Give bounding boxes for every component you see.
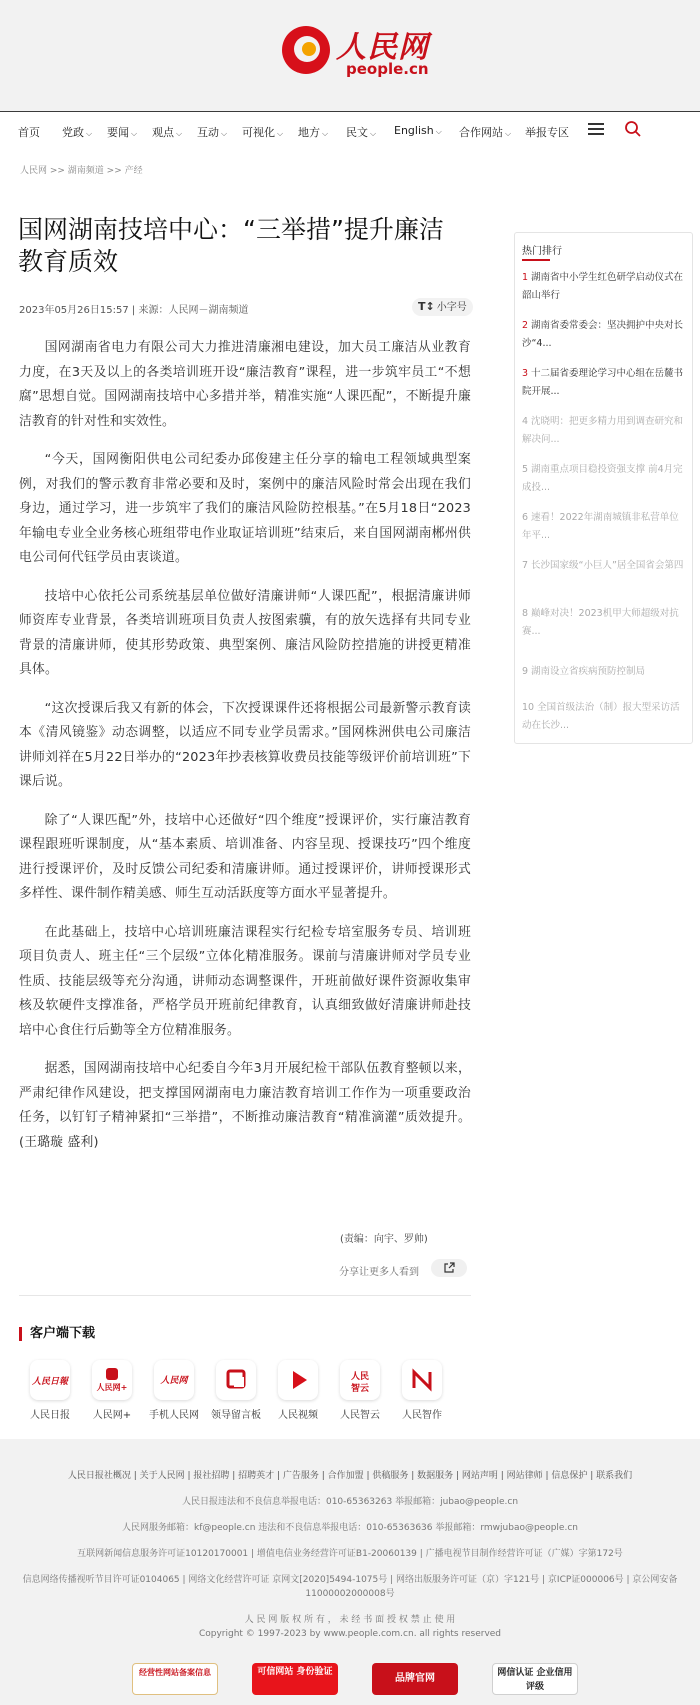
font-size-button[interactable] [412, 298, 473, 316]
breadcrumb[interactable]: 人民网 >> 湖南频道 >> 产经 [20, 166, 143, 176]
badge-label: 网信认证 企业信用评级 [497, 1668, 573, 1692]
zhiyun-app-icon [340, 1360, 380, 1400]
article-paragraph: 除了“人课匹配”外，技培中心还做好“四个维度”授课评价，实行廉洁教育课程跟班听课制度，从“基本素质、培训准备、内容呈现、授课技巧”四个维度进行授课评价，及时反馈公司纪委和清廉讲师。通过授课评价，讲师授课形式多样性、课件制作精美感、师生互动活跃度等方面水平显著提升。 [19, 812, 471, 901]
footer-copyright: Copyright © 1997-2023 by www.people.com.cn. all rights reserved [198, 1629, 502, 1639]
footer-service-line: 人民网服务邮箱：kf@people.cn 违法和不良信息举报电话：010-65363636 举报邮箱：rmwjubao@people.cn [122, 1523, 578, 1533]
article-paragraph: 在此基础上，技培中心培训班廉洁课程实行纪检专培室服务专员、培训班项目负责人、班主任“三个层级”立体化精准服务。课前与清廉讲师对学员专业性质、技能层级等充分沟通，讲师动态调整课件，开班前做好课件资源收集审核及软硬件支撑准备，严格学员开班前纪律教育，认真细致做好清廉讲师赴技培中心食住行后勤等全方位精准服务。 [19, 924, 471, 1038]
badge-cac-certification[interactable] [492, 1663, 578, 1695]
ranking-number: 3 [522, 368, 529, 379]
nav-label: 要闻 [107, 126, 129, 139]
ranking-item[interactable] [522, 269, 686, 305]
chevron-down-icon: ⌵ [131, 129, 138, 138]
ranking-item[interactable] [522, 365, 686, 401]
nav-item-visual[interactable] [242, 124, 283, 140]
nav-label: 观点 [152, 126, 174, 139]
nav-item-interactive[interactable] [197, 124, 227, 140]
share-text: 分享让更多人看到 [339, 1267, 419, 1278]
nav-label: 地方 [298, 126, 320, 139]
badge-label: 品牌官网 [395, 1673, 435, 1684]
nav-item-partners[interactable] [459, 124, 511, 140]
nav-item-ethnic[interactable] [346, 124, 376, 140]
ranking-text: 全国首级法治（制）报大型采访活动在长沙... [522, 702, 680, 731]
share-icon [443, 1262, 455, 1274]
page-title: 国网湖南技培中心：“三举措”提升廉洁教育质效 [18, 215, 444, 276]
logo-mark-icon [282, 26, 330, 74]
ranking-item[interactable] [522, 663, 686, 681]
chevron-down-icon: ⌵ [370, 129, 377, 138]
nav-item-report[interactable] [525, 124, 569, 140]
nav-label: 举报专区 [525, 126, 569, 139]
ranking-text: 巅峰对决！2023机甲大师超级对抗赛... [522, 608, 679, 637]
site-header [0, 0, 700, 111]
chevron-down-icon: ⌵ [277, 129, 284, 138]
nav-item-english[interactable] [394, 124, 442, 137]
ranking-number: 9 [522, 666, 529, 677]
app-name: 手机人民网 [149, 1410, 199, 1421]
app-name: 领导留言板 [211, 1410, 261, 1421]
search-icon[interactable] [624, 120, 642, 138]
app-renmin-ribao[interactable] [19, 1360, 81, 1421]
ranking-number: 10 [522, 702, 535, 713]
ranking-item[interactable] [522, 699, 686, 735]
nav-label: 民文 [346, 126, 368, 139]
ranking-number: 6 [522, 512, 529, 523]
app-renminwang-plus[interactable] [81, 1360, 143, 1421]
share-button[interactable] [431, 1259, 467, 1277]
app-leader-message-board[interactable] [205, 1360, 267, 1421]
article-paragraph: 技培中心依托公司系统基层单位做好清廉讲师“人课匹配”，根据清廉讲师师资库专业背景，各类培训班项目负责人按图索骥，有的放矢选择有共同专业背景的清廉讲师，使其形势政策、典型案例、廉洁风险防控措施的讲授更精准具体。 [19, 588, 471, 677]
ranking-number: 5 [522, 464, 529, 475]
main-nav [0, 111, 700, 149]
badge-business-website[interactable] [132, 1663, 218, 1695]
ranking-text: 沈晓明：把更多精力用到调查研究和解决问... [522, 416, 684, 445]
font-size-icon: T↕ [418, 300, 435, 313]
nav-label: English [394, 124, 434, 137]
nav-label: 互动 [197, 126, 219, 139]
app-renmin-zhiyun[interactable] [329, 1360, 391, 1421]
article-paragraph: “这次授课后我又有新的体会，下次授课课件还将根据公司最新警示教育读本《清风镜鉴》动态调整，以适应不同专业学员需求。”国网株洲供电公司廉洁讲师刘祥在5月22日举办的“2023年抄表核算收费员技能等级评价前培训班”下课后说。 [19, 700, 471, 789]
app-name: 人民智作 [402, 1410, 442, 1421]
ranking-text: 湖南省中小学生红色研学启动仪式在韶山举行 [522, 272, 684, 301]
article-paragraph: 据悉，国网湖南技培中心纪委自今年3月开展纪检干部队伍教育整顿以来，严肃纪律作风建设，把支撑国网湖南电力廉洁教育培训工作作为一项重要政治任务，以钉钉子精神紧扣“三举措”，不断推动廉洁教育“精准滴灌”质效提升。(王璐璇 盛利) [19, 1061, 471, 1150]
site-footer [0, 1439, 700, 1705]
ranking-number: 8 [522, 608, 529, 619]
ranking-item[interactable] [522, 461, 686, 497]
message-board-app-icon [216, 1360, 256, 1400]
renmin-ribao-app-icon [30, 1360, 70, 1400]
menu-icon[interactable] [588, 121, 604, 137]
article-paragraph: 国网湖南省电力有限公司大力推进清廉湘电建设，加大员工廉洁从业教育力度，在3天及以上的各类培训班开设“廉洁教育”课程，进一步筑牢员工“不想腐”思想自觉。国网湖南技培中心多措并举，精准实施“人课匹配”，不断提升廉洁教育的针对性和实效性。 [19, 340, 471, 429]
chevron-down-icon: ⌵ [176, 129, 183, 138]
badge-trusted-website[interactable] [252, 1663, 338, 1695]
renminwang-plus-app-icon [92, 1360, 132, 1400]
trust-badges [130, 1663, 590, 1695]
app-renmin-zhizuo[interactable] [391, 1360, 453, 1421]
site-logo[interactable] [282, 22, 442, 80]
logo-cn-text: 人民网 [336, 30, 429, 65]
svg-text:人民网+: 人民网+ [96, 1383, 128, 1392]
article-meta: 2023年05月26日15:57 | 来源：人民网－湖南频道 [19, 305, 249, 316]
divider [19, 1295, 471, 1296]
app-download-list [19, 1360, 459, 1440]
app-name: 人民智云 [340, 1410, 380, 1421]
zhizuo-app-icon [402, 1360, 442, 1400]
svg-text:人民网: 人民网 [160, 1376, 188, 1386]
ranking-number: 4 [522, 416, 529, 427]
ranking-text: 湖南重点项目稳投资强支撑 前4月完成投... [522, 464, 683, 493]
font-size-label: 小字号 [436, 302, 467, 313]
ranking-number: 1 [522, 272, 529, 283]
ranking-item[interactable] [522, 557, 686, 575]
footer-license-line: 信息网络传播视听节目许可证0104065 | 网络文化经营许可证 京网文[2020]5494-1075号 | 网络出版服务许可证（京）字121号 | 京ICP证000006号 | 京公网安备11000002000008号 [22, 1575, 678, 1599]
nav-label: 可视化 [242, 126, 275, 139]
article-body [19, 336, 471, 1169]
ranking-text: 速看！2022年湖南城镇非私营单位年平... [522, 512, 679, 541]
footer-rights: 人 民 网 版 权 所 有 ， 未 经 书 面 授 权 禁 止 使 用 [244, 1615, 456, 1625]
footer-links[interactable]: 人民日报社概况 | 关于人民网 | 报社招聘 | 招聘英才 | 广告服务 | 合作加盟 | 供稿服务 | 数据服务 | 网站声明 | 网站律师 | 信息保护 | 联系我们 [67, 1471, 633, 1481]
play-app-icon [278, 1360, 318, 1400]
app-name: 人民日报 [30, 1410, 70, 1421]
app-renmin-video[interactable] [267, 1360, 329, 1421]
footer-license-line: 互联网新闻信息服务许可证10120170001 | 增值电信业务经营许可证B1-20060139 | 广播电视节目制作经营许可证（广媒）字第172号 [77, 1549, 623, 1559]
ranking-item[interactable] [522, 317, 686, 353]
svg-text:人民日報: 人民日報 [31, 1377, 69, 1387]
hot-ranking-title: 热门排行 [522, 242, 562, 257]
ranking-item[interactable] [522, 509, 686, 545]
ranking-text: 湖南省委常委会：坚决拥护中央对长沙“4... [522, 320, 684, 349]
logo-en-text: people.cn [346, 60, 429, 78]
nav-item-news[interactable] [107, 124, 137, 140]
nav-item-home[interactable] [18, 124, 40, 140]
svg-text:人民: 人民 [350, 1372, 370, 1382]
svg-text:智云: 智云 [350, 1384, 370, 1394]
chevron-down-icon: ⌵ [322, 129, 329, 138]
ranking-text: 十二届省委理论学习中心组在岳麓书院开展... [522, 368, 684, 397]
badge-label: 可信网站 身份验证 [257, 1667, 333, 1677]
nav-label: 合作网站 [459, 126, 503, 139]
app-name: 人民网+ [92, 1410, 132, 1421]
app-name: 人民视频 [278, 1410, 318, 1421]
nav-item-opinion[interactable] [152, 124, 182, 140]
editor-credit: (责编：向宇、罗帅) [340, 1234, 428, 1245]
ranking-item[interactable] [522, 413, 686, 449]
hot-ranking-panel [514, 232, 693, 744]
ranking-item[interactable] [522, 605, 686, 641]
badge-label: 经营性网站备案信息 [139, 1668, 211, 1677]
chevron-down-icon: ⌵ [505, 129, 512, 138]
nav-label: 首页 [18, 126, 40, 139]
badge-brand-site[interactable] [372, 1663, 458, 1695]
ranking-number: 7 [522, 560, 529, 571]
nav-label: 党政 [62, 126, 84, 139]
app-mobile-renminwang[interactable] [143, 1360, 205, 1421]
ranking-text: 湖南设立省疾病预防控制局 [531, 666, 646, 677]
ranking-number: 2 [522, 320, 529, 331]
footer-report-line: 人民日报违法和不良信息举报电话：010-65363263 举报邮箱：jubao@people.cn [181, 1497, 519, 1507]
nav-item-local[interactable] [298, 124, 328, 140]
article-paragraph: “今天，国网衡阳供电公司纪委办邱俊建主任分享的输电工程领域典型案例，对我们的警示教育非常必要和及时，案例中的廉洁风险时常会出现在我们身边，通过学习，进一步筑牢了我们的廉洁风险防控根基。”在5月18日“2023年输电专业全业务核心班组带电作业取证培训班”结束后，来自国网湖南郴州供电公司何代钰学员由衷谈道。 [19, 452, 471, 565]
chevron-down-icon: ⌵ [221, 129, 228, 138]
nav-item-party[interactable] [62, 124, 92, 140]
downloads-title: 客户端下载 [19, 1327, 95, 1341]
ranking-text: 长沙国家级“小巨人”居全国省会第四 [531, 560, 684, 571]
chevron-down-icon: ⌵ [435, 127, 442, 136]
chevron-down-icon: ⌵ [86, 129, 93, 138]
mobile-renminwang-app-icon [154, 1360, 194, 1400]
